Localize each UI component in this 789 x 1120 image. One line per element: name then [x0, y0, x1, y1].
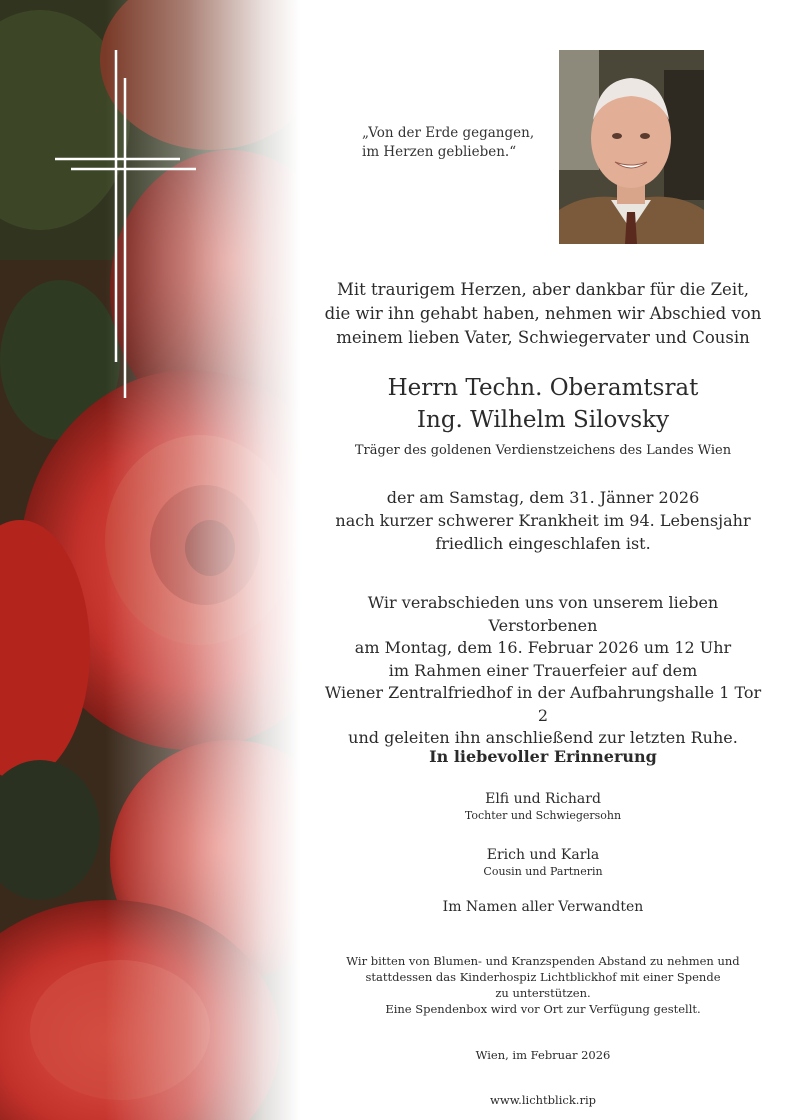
all-relatives: Im Namen aller Verwandten [442, 899, 644, 915]
donation-note [322, 953, 764, 1017]
donation-line: Wir bitten von Blumen- und Kranzspenden Abstand zu nehmen und [346, 954, 740, 968]
donation-line: zu unterstützen. [495, 986, 591, 1000]
memory-heading: In liebevoller Erinnerung [429, 747, 657, 766]
intro-line: meinem lieben Vater, Schwiegervater und Cousin [336, 328, 750, 347]
portrait-photo [559, 50, 704, 244]
death-line: friedlich eingeschlafen ist. [435, 534, 651, 553]
quote-line: „Von der Erde gegangen, [362, 125, 535, 141]
deceased-title: Herrn Techn. Oberamtsrat [387, 375, 699, 401]
deceased-honor: Träger des goldenen Verdienstzeichens des Landes Wien [354, 443, 732, 458]
ceremony-line: im Rahmen einer Trauerfeier auf dem [388, 660, 698, 680]
donation-line: stattdessen das Kinderhospiz Lichtblickhof mit einer Spende [365, 970, 721, 984]
intro-line: die wir ihn gehabt haben, nehmen wir Abschied von [324, 304, 762, 323]
ceremony-line: Wir verabschieden uns von unserem lieben Verstorbenen [367, 593, 719, 635]
double-line-cross-icon [0, 0, 300, 420]
ceremony-info [322, 592, 764, 750]
website-link[interactable]: www.lichtblick.rip [490, 1093, 596, 1107]
mourner-names: Erich und Karla [486, 847, 600, 863]
mourner-relation: Cousin und Partnerin [483, 865, 603, 878]
portrait-illustration [559, 50, 704, 244]
intro-text [322, 278, 764, 350]
donation-line: Eine Spendenbox wird vor Ort zur Verfügung gestellt. [385, 1002, 701, 1016]
ceremony-line: und geleiten ihn anschließend zur letzten Ruhe. [348, 728, 738, 747]
memorial-quote [362, 124, 552, 162]
death-notice [322, 486, 764, 555]
ceremony-line: Wiener Zentralfriedhof in der Aufbahrungshalle 1 Tor 2 [324, 683, 762, 725]
deceased-fullname: Ing. Wilhelm Silovsky [416, 407, 670, 433]
mourner-relation: Tochter und Schwiegersohn [464, 809, 622, 822]
rose-background [0, 0, 300, 1120]
death-line: nach kurzer schwerer Krankheit im 94. Lebensjahr [335, 511, 751, 530]
intro-line: Mit traurigem Herzen, aber dankbar für die Zeit, [337, 280, 749, 299]
place-date: Wien, im Februar 2026 [475, 1048, 611, 1062]
death-line: der am Samstag, dem 31. Jänner 2026 [386, 488, 700, 507]
deceased-name [322, 372, 764, 436]
ceremony-line: am Montag, dem 16. Februar 2026 um 12 Uhr [354, 638, 732, 657]
quote-line: im Herzen geblieben.“ [362, 144, 517, 160]
mourner-names: Elfi und Richard [485, 791, 601, 807]
